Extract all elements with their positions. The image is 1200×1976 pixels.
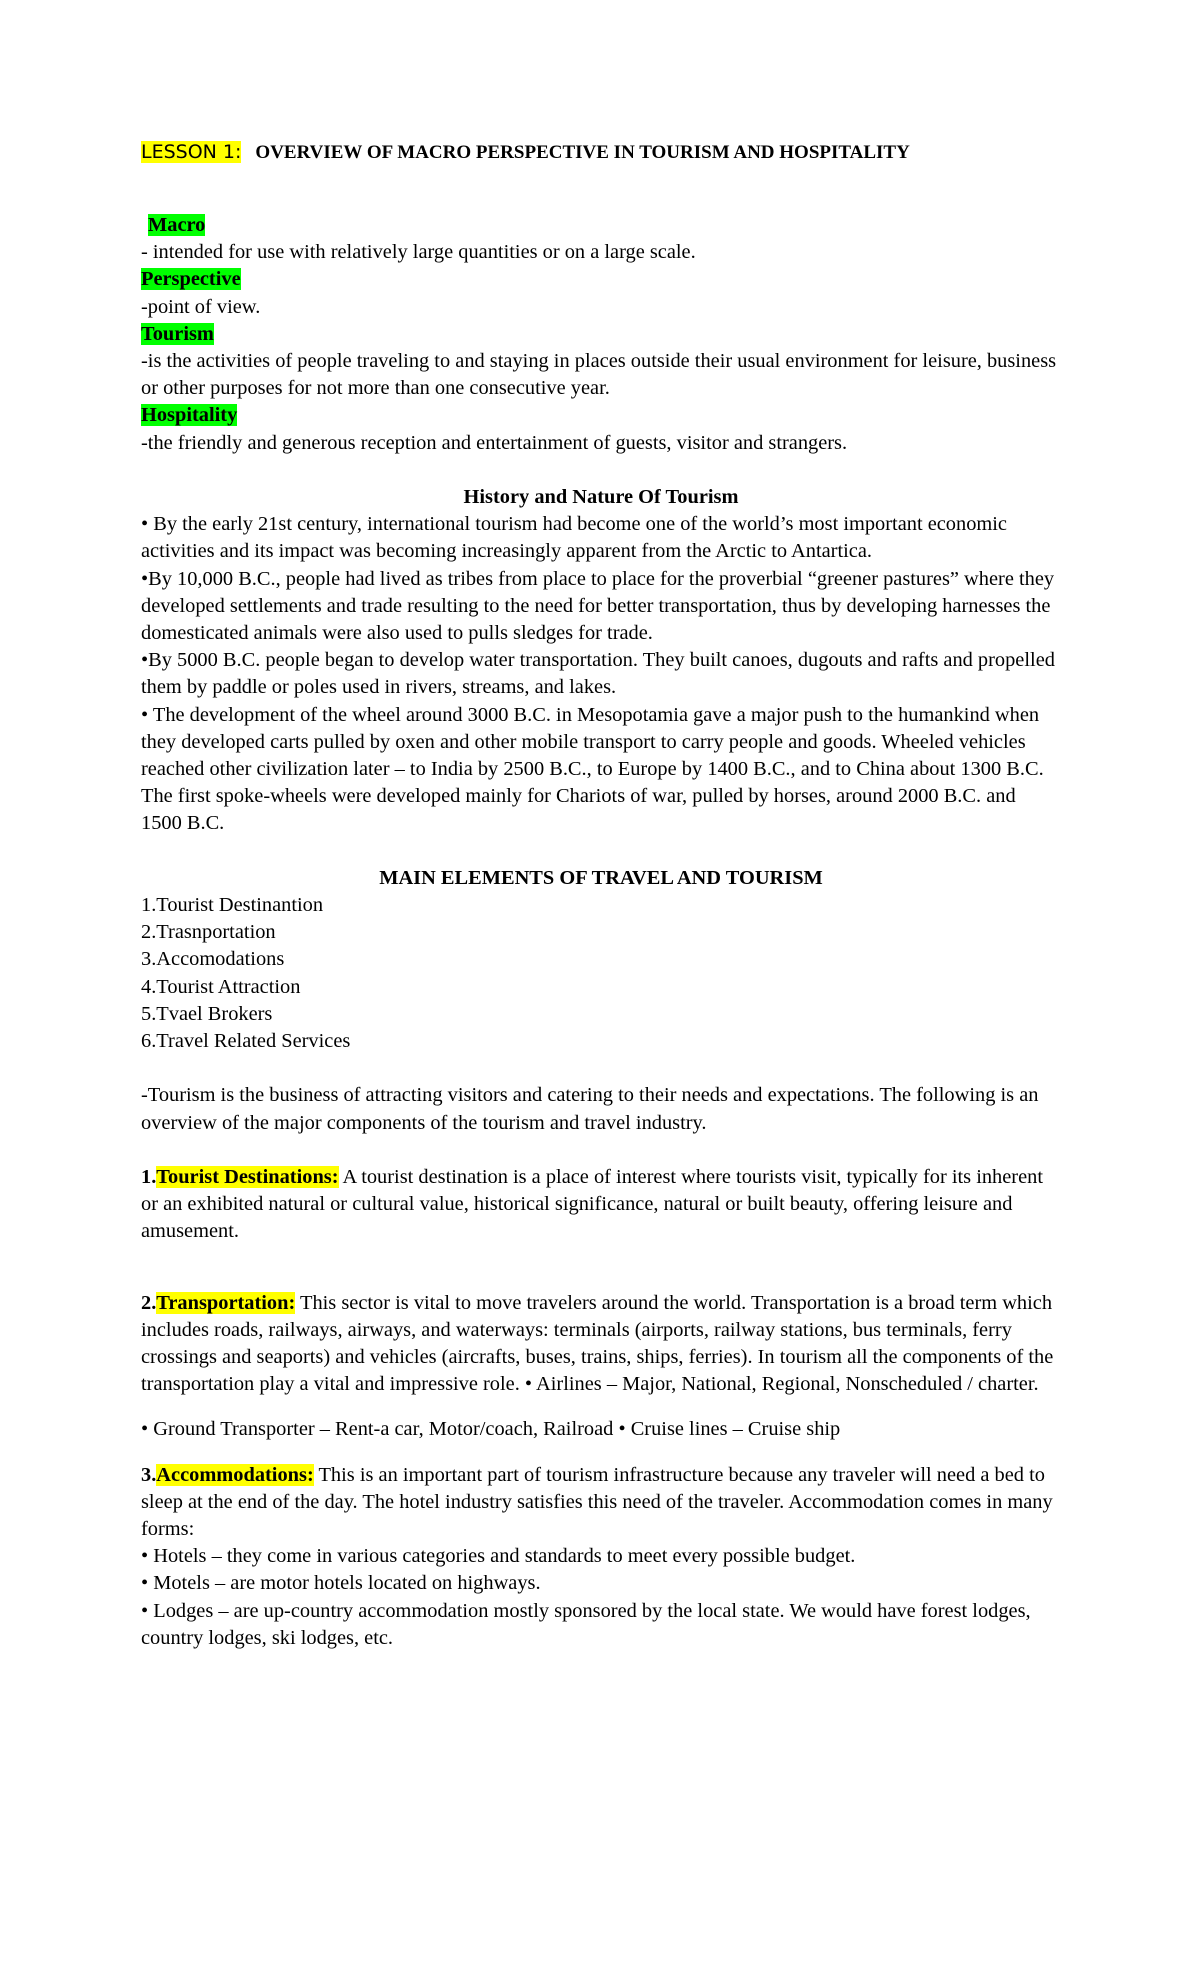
definition-term-hospitality (141, 402, 1061, 429)
component-number: 3. (141, 1463, 157, 1486)
lesson-title-line (141, 141, 910, 164)
elements-list-item: 3.Accomodations (141, 948, 285, 971)
elements-list-item: 6.Travel Related Services (141, 1030, 351, 1053)
history-paragraph: •By 5000 B.C. people began to develop water transportation. They built canoes, dugouts and rafts and propelled them by paddle or poles used in rivers, streams, and lakes. (141, 649, 1055, 699)
lesson-title: OVERVIEW OF MACRO PERSPECTIVE IN TOURISM AND HOSPITALITY (255, 142, 910, 163)
definition-text-tourism: -is the activities of people traveling to and staying in places outside their usual environment for leisure, business or other purposes for not more than one consecutive year. (141, 350, 1057, 400)
history-paragraph: • The development of the wheel around 3000 B.C. in Mesopotamia gave a major push to the humankind when they developed carts pulled by oxen and other mobile transport to carry people and goods. Wheeled vehicles reached other civilization later – to India by 2500 B.C., to Europe by 1400 B.C., and to China about 1300 B.C. The first spoke-wheels were developed mainly for Chariots of war, pulled by horses, around 2000 B.C. and 1500 B.C. (141, 703, 1044, 835)
spacer (141, 1055, 1061, 1082)
accommodation-bullet: • Lodges – are up-country accommodation mostly sponsored by the local state. We would have forest lodges, country lodges, ski lodges, etc. (141, 1599, 1031, 1649)
component-destinations (141, 1164, 1061, 1246)
definition-text-hospitality: -the friendly and generous reception and entertainment of guests, visitor and strangers. (141, 431, 848, 454)
component-text-transportation: This sector is vital to move travelers around the world. Transportation is a broad term which includes roads, railways, airways, and waterways: terminals (airports, railway stations, bus terminals, ferry crossings and seaports) and vehicles (aircrafts, buses, trains, ships, ferries). In tourism all the components of the transportation play a vital and impressive role. • Airlines – Major, National, Regional, Nonscheduled / charter. (141, 1291, 1054, 1396)
term-macro: Macro (148, 214, 206, 236)
spacer (141, 1398, 1061, 1416)
accommodation-bullet: • Motels – are motor hotels located on highways. (141, 1572, 541, 1595)
elements-list-item: 1.Tourist Destinantion (141, 894, 324, 917)
elements-list-item: 5.Tvael Brokers (141, 1002, 273, 1025)
elements-list-item: 2.Trasnportation (141, 921, 276, 944)
definition-term-perspective (141, 266, 1061, 293)
component-term-accommodations: Accommodations: (156, 1463, 314, 1486)
component-term-transportation: Transportation: (156, 1291, 296, 1314)
component-number: 2. (141, 1291, 157, 1314)
component-term-destinations: Tourist Destinations: (156, 1166, 339, 1189)
term-hospitality: Hospitality (141, 404, 238, 427)
history-heading: History and Nature Of Tourism (463, 486, 739, 509)
component-number: 1. (141, 1166, 157, 1189)
definition-text-perspective: -point of view. (141, 295, 261, 318)
lesson-label: LESSON 1: (141, 141, 242, 163)
document-body (141, 212, 1061, 1652)
spacer (141, 1444, 1061, 1462)
term-tourism: Tourism (141, 322, 214, 345)
definition-term-macro (141, 212, 1061, 239)
history-paragraph: •By 10,000 B.C., people had lived as tribes from place to place for the proverbial “greener pastures” where they developed settlements and trade resulting to the need for better transportation, thus by developing harnesses the domesticated animals were also used to pulls sledges for trade. (141, 567, 1055, 645)
history-paragraph: • By the early 21st century, international tourism had become one of the world’s most important economic activities and its impact was becoming increasingly apparent from the Arctic to Antartica. (141, 513, 1007, 563)
elements-list-item: 4.Tourist Attraction (141, 975, 301, 998)
term-perspective: Perspective (141, 268, 241, 291)
spacer (141, 838, 1061, 865)
spacer (141, 1137, 1061, 1164)
component-accommodations (141, 1462, 1061, 1544)
elements-heading: MAIN ELEMENTS OF TRAVEL AND TOURISM (379, 866, 823, 889)
definition-term-tourism (141, 321, 1061, 348)
accommodation-bullet: • Hotels – they come in various categories and standards to meet every possible budget. (141, 1545, 856, 1568)
elements-intro: -Tourism is the business of attracting visitors and catering to their needs and expectations. The following is an overview of the major components of the tourism and travel industry. (141, 1084, 1039, 1134)
component-transportation-extra: • Ground Transporter – Rent-a car, Motor/coach, Railroad • Cruise lines – Cruise ship (141, 1418, 841, 1441)
component-text-accommodations: This is an important part of tourism infrastructure because any traveler will need a bed to sleep at the end of the day. The hotel industry satisfies this need of the traveler. Accommodation comes in many forms: (141, 1463, 1053, 1541)
component-transportation (141, 1290, 1061, 1399)
definition-text-macro: - intended for use with relatively large quantities or on a large scale. (141, 241, 696, 264)
component-text-destinations: A tourist destination is a place of interest where tourists visit, typically for its inherent or an exhibited natural or cultural value, historical significance, natural or built beauty, offering leisure and amusement. (141, 1166, 1044, 1243)
spacer (141, 1246, 1061, 1290)
spacer (141, 457, 1061, 484)
